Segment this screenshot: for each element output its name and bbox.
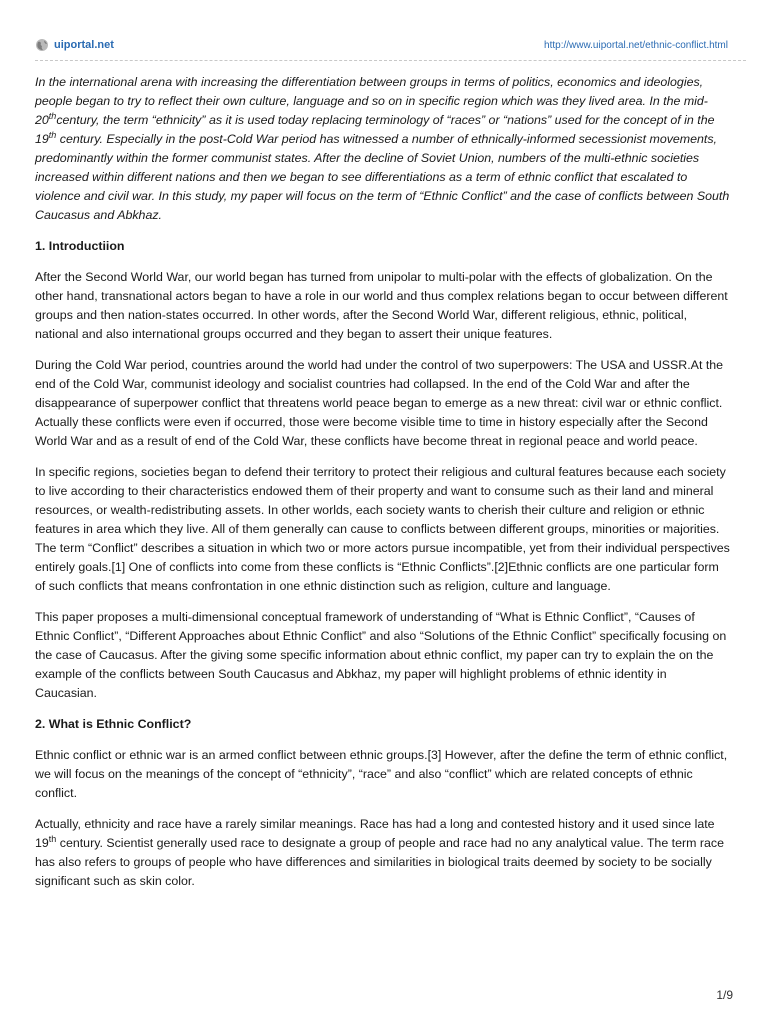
page-header	[35, 36, 728, 54]
paragraph: After the Second World War, our world began has turned from unipolar to multi-polar with the effects of globalization. On the other hand, transnational actors began to have a role in our world and thus complex relations began to occur between different groups and then nation-states occurred. In other words, after the Second World War, different religious, ethnic, political, national and also international groups occurred and they began to assert their unique features.	[35, 270, 728, 341]
paragraph: Ethnic conflict or ethnic war is an armed conflict between ethnic groups.[3] However, after the define the term of ethnic conflict, we will focus on the meanings of the concept of “ethnicity”, “race” and also “conflict” which are related concepts of ethnic conflict.	[35, 748, 728, 800]
paragraph: This paper proposes a multi-dimensional conceptual framework of understanding of “What is Ethnic Conflict”, “Causes of Ethnic Conflict”, “Different Approaches about Ethnic Conflict” and also “Solutions of the Ethnic Conflict” specifically focusing on the case of Caucasus. After the giving some specific information about ethnic conflict, my paper can try to explain the on the example of the conflicts between South Caucasus and Abkhaz, my paper will highlight problems of ethnic identity in Caucasian.	[35, 610, 727, 700]
site-link[interactable]: uiportal.net	[54, 39, 114, 51]
paragraph: During the Cold War period, countries around the world had under the control of two superpowers: The USA and USSR.At the end of the Cold War, communist ideology and socialist countries had collapsed. In the end of the Cold War and after the disappearance of superpower conflict that threatens world peace began to emerge as a new threat: civil war or ethnic conflict. Actually these conflicts were even if occurred, those were become visible time to time in history especially after the Second World War and as a result of end of the Cold War, these conflicts have become threat in regional peace and world peace.	[35, 358, 724, 448]
paragraph: In specific regions, societies began to defend their territory to protect their religious and cultural features because each society to live according to their characteristics endowed them of their property and want to consume such as their land and mineral resources, or wealth-redistributing assets. In other worlds, each society wants to cherish their culture and religion or ethnic features in area which they live. All of them generally can cause to conflicts between different groups, minorities or majorities. The term “Conflict” describes a situation in which two or more actors pursue incompatible, yet from their individual perspectives entirely goals.[1] One of conflicts into come from these conflicts is “Ethnic Conflicts”.[2]Ethnic conflicts are one particular form of such conflicts that means confrontation in one ethnic distinction such as religion, culture and language.	[35, 465, 730, 593]
paragraph: Actually, ethnicity and race have a rarely similar meanings. Race has had a long and contested history and it used since late 19th century. Scientist generally used race to designate a group of people and race had no any analytical value. The term race has also refers to groups of people who have differences and similarities in biological traits deemed by society to be socially significant such as skin color.	[35, 817, 724, 888]
brand[interactable]	[35, 38, 114, 52]
page-url-link[interactable]: http://www.uiportal.net/ethnic-conflict.html	[544, 39, 728, 51]
section-heading-introduction: 1. Introductiion	[35, 239, 125, 253]
page-number: 1/9	[716, 988, 733, 1002]
intro-paragraph: In the international arena with increasing the differentiation between groups in terms of politics, economics and ideologies, people began to try to reflect their own culture, language and so on in specific region which was they lived area. In the mid-20thcentury, the term “ethnicity” as it is used today replacing terminology of “races” or “nations” used for the concept of in the 19th century. Especially in the post-Cold War period has witnessed a number of ethnically-informed secessionist movements, predominantly within the former communist states. After the decline of Soviet Union, numbers of the multi-ethnic societies increased within different nations and then we began to see differentiations as a term of ethnic conflict that escalated to violence and civil war. In this study, my paper will focus on the term of “Ethnic Conflict” and the case of conflicts between South Caucasus and Abkhaz.	[35, 75, 730, 222]
section-heading-what-is-ethnic-conflict: 2. What is Ethnic Conflict?	[35, 717, 192, 731]
document-body	[35, 73, 732, 903]
globe-icon	[35, 38, 49, 52]
header-divider	[35, 60, 746, 61]
